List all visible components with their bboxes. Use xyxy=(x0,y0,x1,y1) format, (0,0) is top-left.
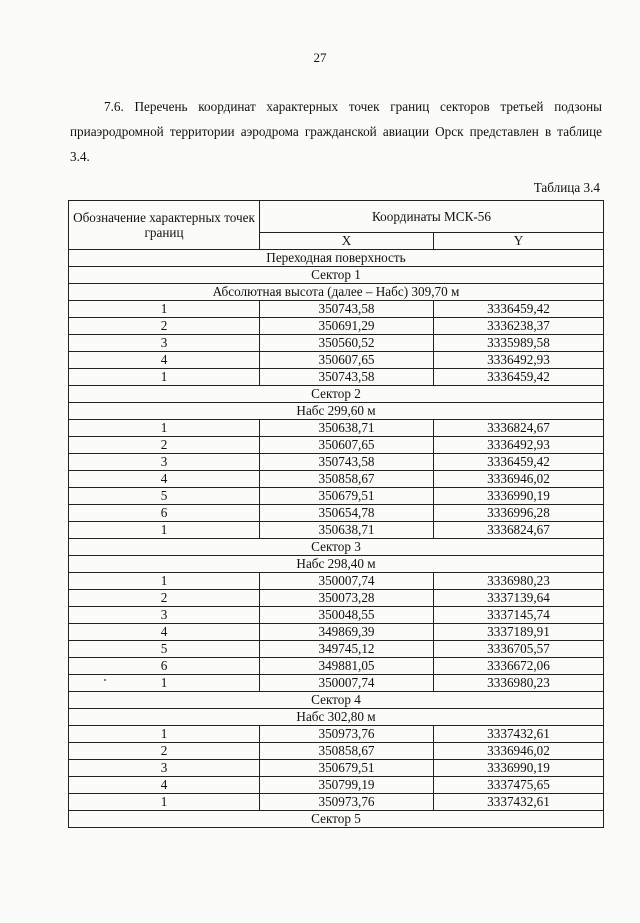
x-coordinate-cell: 349869,39 xyxy=(260,624,434,641)
point-id-cell: 1 xyxy=(69,522,260,539)
x-coordinate-cell: 350858,67 xyxy=(260,743,434,760)
table-section-row xyxy=(69,386,604,403)
table-section-row xyxy=(69,556,604,573)
table-row xyxy=(69,318,604,335)
point-id-cell: 3 xyxy=(69,454,260,471)
section-label: Сектор 5 xyxy=(69,811,604,828)
point-id-cell: 3 xyxy=(69,760,260,777)
x-coordinate-cell: 350048,55 xyxy=(260,607,434,624)
table-row xyxy=(69,590,604,607)
point-id-cell: 1 xyxy=(69,420,260,437)
table-header-row xyxy=(69,201,604,233)
y-coordinate-cell: 3336459,42 xyxy=(434,301,604,318)
coordinates-table xyxy=(68,200,604,828)
x-coordinate-cell: 350073,28 xyxy=(260,590,434,607)
x-coordinate-cell: 349881,05 xyxy=(260,658,434,675)
x-coordinate-cell: 350007,74 xyxy=(260,573,434,590)
point-id-cell: 2 xyxy=(69,743,260,760)
y-coordinate-cell: 3336980,23 xyxy=(434,573,604,590)
x-coordinate-cell: 350743,58 xyxy=(260,454,434,471)
point-id-cell: 4 xyxy=(69,624,260,641)
y-coordinate-cell: 3337145,74 xyxy=(434,607,604,624)
x-coordinate-cell: 350607,65 xyxy=(260,437,434,454)
scan-speck xyxy=(104,679,106,681)
x-coordinate-cell: 350607,65 xyxy=(260,352,434,369)
y-coordinate-cell: 3336980,23 xyxy=(434,675,604,692)
section-label: Набс 302,80 м xyxy=(69,709,604,726)
y-coordinate-cell: 3336996,28 xyxy=(434,505,604,522)
page-number: 27 xyxy=(313,50,327,65)
table-row xyxy=(69,369,604,386)
table-section-row xyxy=(69,267,604,284)
x-coordinate-cell: 350743,58 xyxy=(260,301,434,318)
table-row xyxy=(69,760,604,777)
header-x: X xyxy=(260,233,434,250)
section-label: Сектор 1 xyxy=(69,267,604,284)
x-coordinate-cell: 350973,76 xyxy=(260,726,434,743)
table-row xyxy=(69,658,604,675)
y-coordinate-cell: 3337189,91 xyxy=(434,624,604,641)
section-label: Сектор 4 xyxy=(69,692,604,709)
x-coordinate-cell: 349745,12 xyxy=(260,641,434,658)
table-section-row xyxy=(69,709,604,726)
point-id-cell: 3 xyxy=(69,335,260,352)
section-label: Набс 298,40 м xyxy=(69,556,604,573)
section-label: Переходная поверхность xyxy=(69,250,604,267)
x-coordinate-cell: 350679,51 xyxy=(260,488,434,505)
table-section-row xyxy=(69,811,604,828)
point-id-cell: 1 xyxy=(69,301,260,318)
table-row xyxy=(69,641,604,658)
section-label: Сектор 2 xyxy=(69,386,604,403)
table-row xyxy=(69,420,604,437)
table-row xyxy=(69,573,604,590)
point-id-cell: 3 xyxy=(69,607,260,624)
y-coordinate-cell: 3336705,57 xyxy=(434,641,604,658)
section-label: Абсолютная высота (далее – Набс) 309,70 м xyxy=(69,284,604,301)
table-section-row xyxy=(69,284,604,301)
table-section-row xyxy=(69,692,604,709)
table-row xyxy=(69,522,604,539)
x-coordinate-cell: 350654,78 xyxy=(260,505,434,522)
table-row xyxy=(69,454,604,471)
y-coordinate-cell: 3336946,02 xyxy=(434,471,604,488)
point-id-cell: 1 xyxy=(69,794,260,811)
point-id-cell: 2 xyxy=(69,318,260,335)
table-row xyxy=(69,505,604,522)
point-id-cell: 4 xyxy=(69,777,260,794)
x-coordinate-cell: 350799,19 xyxy=(260,777,434,794)
y-coordinate-cell: 3336824,67 xyxy=(434,522,604,539)
table-row xyxy=(69,743,604,760)
table-row xyxy=(69,352,604,369)
header-y: Y xyxy=(434,233,604,250)
y-coordinate-cell: 3336990,19 xyxy=(434,760,604,777)
table-body xyxy=(69,250,604,828)
x-coordinate-cell: 350973,76 xyxy=(260,794,434,811)
table-section-row xyxy=(69,403,604,420)
section-label: Набс 299,60 м xyxy=(69,403,604,420)
table-row xyxy=(69,607,604,624)
header-coordinates: Координаты МСК-56 xyxy=(260,201,604,233)
y-coordinate-cell: 3337432,61 xyxy=(434,726,604,743)
point-id-cell: 1 xyxy=(69,726,260,743)
table-section-row xyxy=(69,539,604,556)
y-coordinate-cell: 3336990,19 xyxy=(434,488,604,505)
intro-paragraph: 7.6. Перечень координат характерных точек границ секторов третьей подзоны приаэродромной территории аэродрома гражданской авиации Орск представлен в таблице 3.4. xyxy=(70,99,602,164)
table-row xyxy=(69,794,604,811)
header-point-designation: Обозначение характерных точек границ xyxy=(69,201,260,250)
section-label: Сектор 3 xyxy=(69,539,604,556)
table-row xyxy=(69,624,604,641)
table-caption: Таблица 3.4 xyxy=(533,180,600,195)
point-id-cell: 5 xyxy=(69,641,260,658)
y-coordinate-cell: 3337432,61 xyxy=(434,794,604,811)
x-coordinate-cell: 350007,74 xyxy=(260,675,434,692)
table-row xyxy=(69,437,604,454)
table-row xyxy=(69,301,604,318)
table-row xyxy=(69,777,604,794)
point-id-cell: 1 xyxy=(69,573,260,590)
y-coordinate-cell: 3336492,93 xyxy=(434,352,604,369)
x-coordinate-cell: 350691,29 xyxy=(260,318,434,335)
point-id-cell: 5 xyxy=(69,488,260,505)
table-row xyxy=(69,471,604,488)
y-coordinate-cell: 3336238,37 xyxy=(434,318,604,335)
table-row xyxy=(69,335,604,352)
y-coordinate-cell: 3336672,06 xyxy=(434,658,604,675)
table-section-row xyxy=(69,250,604,267)
y-coordinate-cell: 3336824,67 xyxy=(434,420,604,437)
point-id-cell: 4 xyxy=(69,471,260,488)
point-id-cell: 2 xyxy=(69,590,260,607)
x-coordinate-cell: 350638,71 xyxy=(260,420,434,437)
x-coordinate-cell: 350743,58 xyxy=(260,369,434,386)
point-id-cell: 1 xyxy=(69,369,260,386)
x-coordinate-cell: 350560,52 xyxy=(260,335,434,352)
point-id-cell: 6 xyxy=(69,505,260,522)
y-coordinate-cell: 3337139,64 xyxy=(434,590,604,607)
y-coordinate-cell: 3335989,58 xyxy=(434,335,604,352)
x-coordinate-cell: 350679,51 xyxy=(260,760,434,777)
point-id-cell: 4 xyxy=(69,352,260,369)
y-coordinate-cell: 3336492,93 xyxy=(434,437,604,454)
point-id-cell: 1 xyxy=(69,675,260,692)
y-coordinate-cell: 3336946,02 xyxy=(434,743,604,760)
x-coordinate-cell: 350858,67 xyxy=(260,471,434,488)
y-coordinate-cell: 3337475,65 xyxy=(434,777,604,794)
table-row xyxy=(69,675,604,692)
table-row xyxy=(69,726,604,743)
point-id-cell: 2 xyxy=(69,437,260,454)
y-coordinate-cell: 3336459,42 xyxy=(434,454,604,471)
table-row xyxy=(69,488,604,505)
y-coordinate-cell: 3336459,42 xyxy=(434,369,604,386)
point-id-cell: 6 xyxy=(69,658,260,675)
x-coordinate-cell: 350638,71 xyxy=(260,522,434,539)
